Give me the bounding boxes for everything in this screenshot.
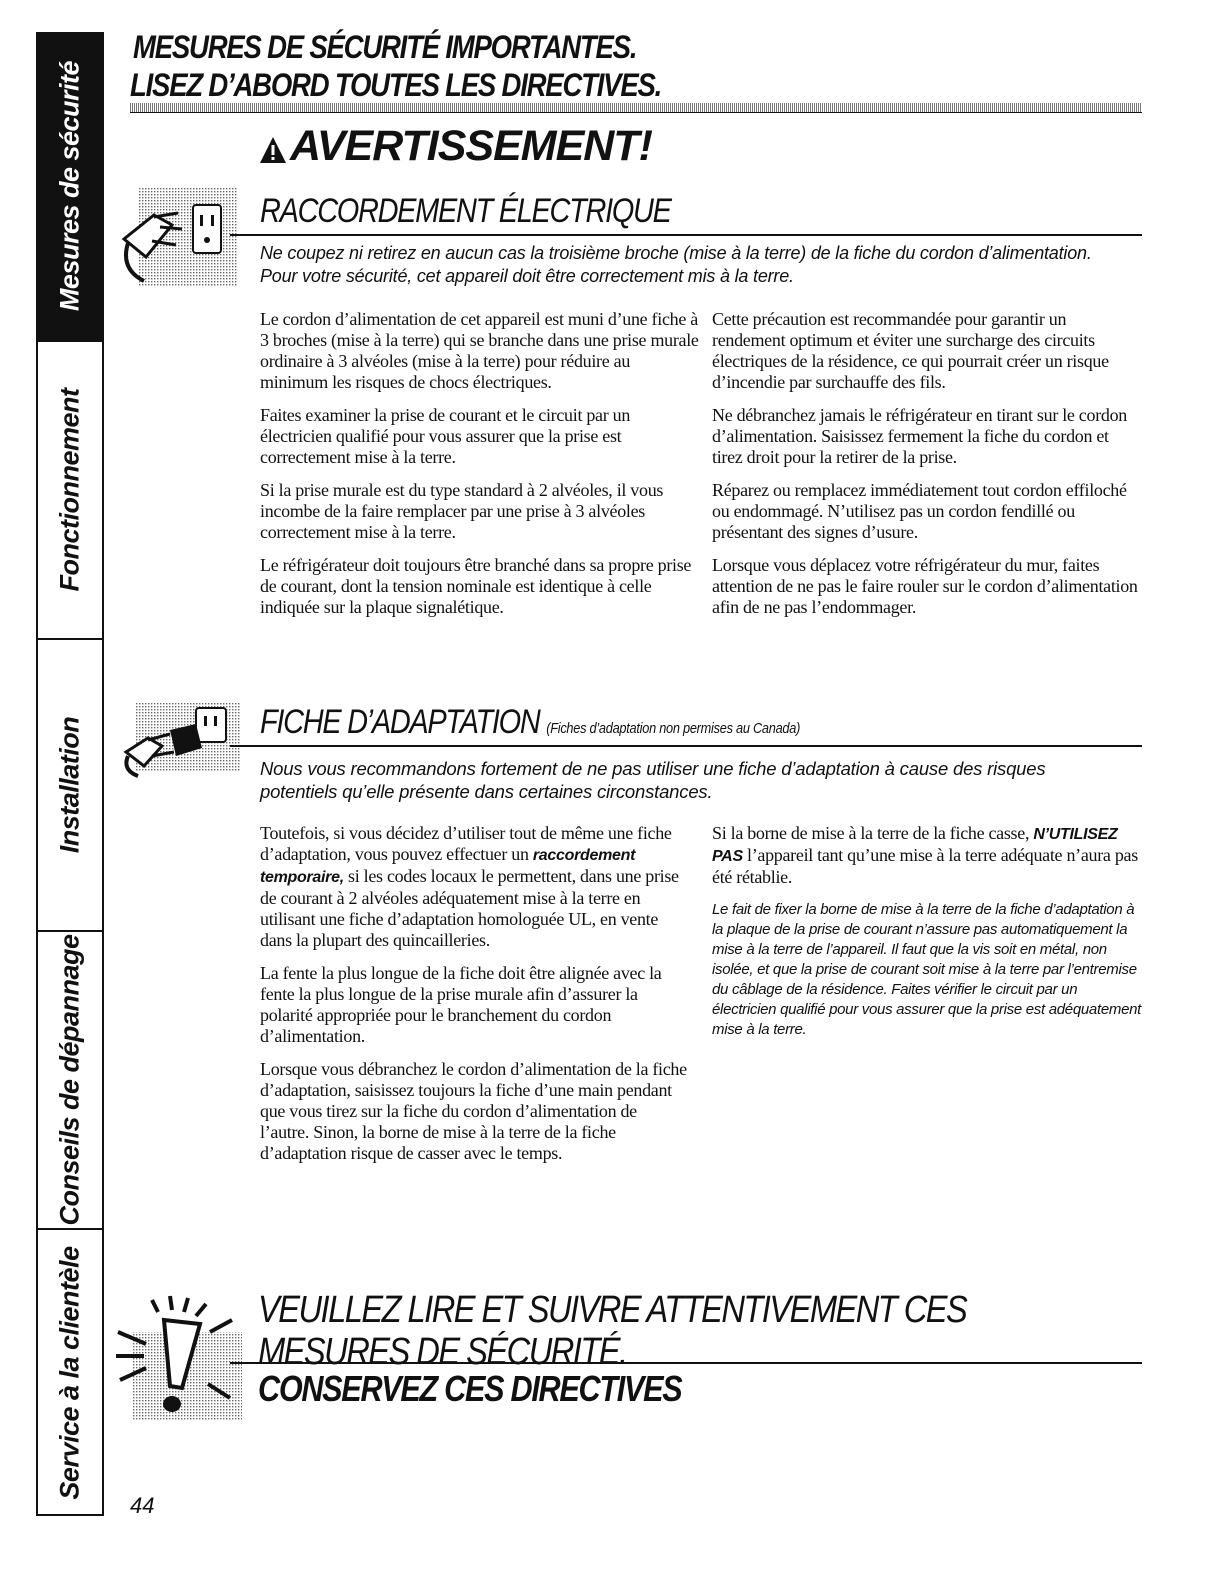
- section2-lead: Nous vous recommandons fortement de ne pas utiliser une fiche d’adaptation à cause des risques potentiels qu’elle présente dans certaines circonstances.: [260, 758, 1046, 802]
- grounding-note: Le fait de fixer la borne de mise à la terre de la fiche d’adaptation à la plaque de la prise de courant n’assure pas automatiquement la mise à la terre de l’appareil. Il faut que la vis soit en métal, non isolée, et que la prise de courant soit mise à la terre par l’entremise du câblage de la résidence. Faites vérifier le circuit par un électricien qualifié pour vous assurer que la prise est adéquatement mise à la terre.: [712, 901, 1142, 1038]
- section2-title-row: [260, 703, 800, 742]
- paragraph: [712, 823, 1142, 888]
- tab-service-label: Service à la clientèle: [54, 1246, 85, 1500]
- header-line-2: LISEZ D’ABORD TOUTES LES DIRECTIVES.: [130, 67, 662, 103]
- exclamation-light-icon: [112, 1292, 242, 1422]
- footer-rule: [230, 1362, 1142, 1364]
- footer-line-3: CONSERVEZ CES DIRECTIVES: [258, 1368, 682, 1409]
- section-sidebar: [36, 32, 104, 1516]
- section2-right-column: [712, 823, 1142, 1040]
- paragraph: La fente la plus longue de la fiche doit être alignée avec la fente la plus longue de la prise murale afin d’assurer la polarité appropriée pour le branchement du cordon d’alimentation.: [260, 963, 662, 1046]
- tab-installation[interactable]: [38, 638, 102, 930]
- tab-depannage-label: Conseils de dépannage: [54, 934, 85, 1226]
- tab-securite[interactable]: [38, 32, 102, 340]
- footer-line-1: VEUILLEZ LIRE ET SUIVRE ATTENTIVEMENT CES: [258, 1289, 967, 1331]
- paragraph: Réparez ou remplacez immédiatement tout cordon effiloché ou endommagé. N’utilisez pas un cordon fendillé ou présentant des signes d’usure.: [712, 480, 1127, 542]
- do-not-use-emphasis: N’UTILISEZ PAS: [712, 826, 1118, 865]
- paragraph: Cette précaution est recommandée pour garantir un rendement optimum et éviter une surcharge des circuits électriques de la résidence, ce qui pourrait créer un risque d’incendie par surchauffe des fils.: [712, 309, 1109, 392]
- section1-left-column: [260, 309, 700, 630]
- section2-left-column: [260, 823, 690, 1176]
- tab-fonctionnement-label: Fonctionnement: [54, 388, 85, 592]
- text: si les codes locaux le permettent, dans une prise de courant à 2 alvéoles adéquatement mise à la terre en utilisant une fiche d’adaptation homologuée UL, en vente dans la plupart des quincailleries.: [260, 866, 679, 950]
- footer-line-2: MESURES DE SÉCURITÉ.: [258, 1331, 627, 1373]
- tab-depannage[interactable]: [38, 930, 102, 1228]
- text: l’appareil tant qu’une mise à la terre adéquate n’aura pas été rétablie.: [712, 845, 1138, 887]
- tab-fonctionnement[interactable]: [38, 340, 102, 638]
- paragraph: Lorsque vous débranchez le cordon d’alimentation de la fiche d’adaptation, saisissez toujours la fiche d’une main pendant que vous tirez sur la fiche du cordon d’alimentation de l’autre. Sinon, la borne de mise à la terre de la fiche d’adaptation risque de casser avec le temps.: [260, 1059, 687, 1163]
- header-line-1: MESURES DE SÉCURITÉ IMPORTANTES.: [133, 29, 637, 65]
- paragraph: Le réfrigérateur doit toujours être branché dans sa propre prise de courant, dont la tension nominale est identique à celle indiquée sur la plaque signalétique.: [260, 555, 692, 617]
- paragraph: [260, 823, 690, 951]
- wall-outlet-plug-icon: [118, 185, 243, 290]
- text: Toutefois, si vous décidez d’utiliser tout de même une fiche d’adaptation, vous pouvez effectuer un: [260, 823, 672, 864]
- paragraph: Lorsque vous déplacez votre réfrigérateur du mur, faites attention de ne pas le faire rouler sur le cordon d’alimentation afin de ne pas l’endommager.: [712, 555, 1138, 617]
- temporary-connection-emphasis: raccordement temporaire,: [260, 847, 636, 886]
- tab-securite-label: Mesures de sécurité: [54, 60, 85, 312]
- text: Si la borne de mise à la terre de la fiche casse,: [712, 823, 1030, 843]
- section2-title: FICHE D’ADAPTATION: [260, 703, 540, 741]
- section1-rule: [230, 234, 1142, 236]
- tab-installation-label: Installation: [54, 716, 85, 854]
- adapter-plug-icon: [118, 700, 243, 780]
- section1-right-column: [712, 309, 1142, 630]
- section1-title: RACCORDEMENT ÉLECTRIQUE: [260, 192, 671, 230]
- warning-title: AVERTISSEMENT!: [290, 122, 652, 170]
- tab-service-clientele[interactable]: [38, 1228, 102, 1516]
- page-number: 44: [130, 1493, 155, 1518]
- section2-subtitle: (Fiches d’adaptation non permises au Canada): [546, 720, 801, 737]
- section1-lead: Ne coupez ni retirez en aucun cas la troisième broche (mise à la terre) de la fiche du cordon d’alimentation. Pour votre sécurité, cet appareil doit être correctement mis à la terre.: [260, 243, 1092, 286]
- paragraph: Faites examiner la prise de courant et le circuit par un électricien qualifié pour vous assurer que la prise est correctement mise à la terre.: [260, 405, 631, 467]
- warning-triangle-icon: [258, 133, 288, 167]
- paragraph: Ne débranchez jamais le réfrigérateur en tirant sur le cordon d’alimentation. Saisissez fermement la fiche du cordon et tirez droit pour la retirer de la prise.: [712, 405, 1127, 467]
- paragraph: Le cordon d’alimentation de cet appareil est muni d’une fiche à 3 broches (mise à la terre) qui se branche dans une prise murale ordinaire à 3 alvéoles (mise à la terre) pour réduire au minimum les risques de chocs électriques.: [260, 309, 699, 392]
- section2-rule: [230, 745, 1142, 747]
- header-rule: [130, 103, 1142, 113]
- paragraph: Si la prise murale est du type standard à 2 alvéoles, il vous incombe de la faire remplacer par une prise à 3 alvéoles correctement mise à la terre.: [260, 480, 664, 542]
